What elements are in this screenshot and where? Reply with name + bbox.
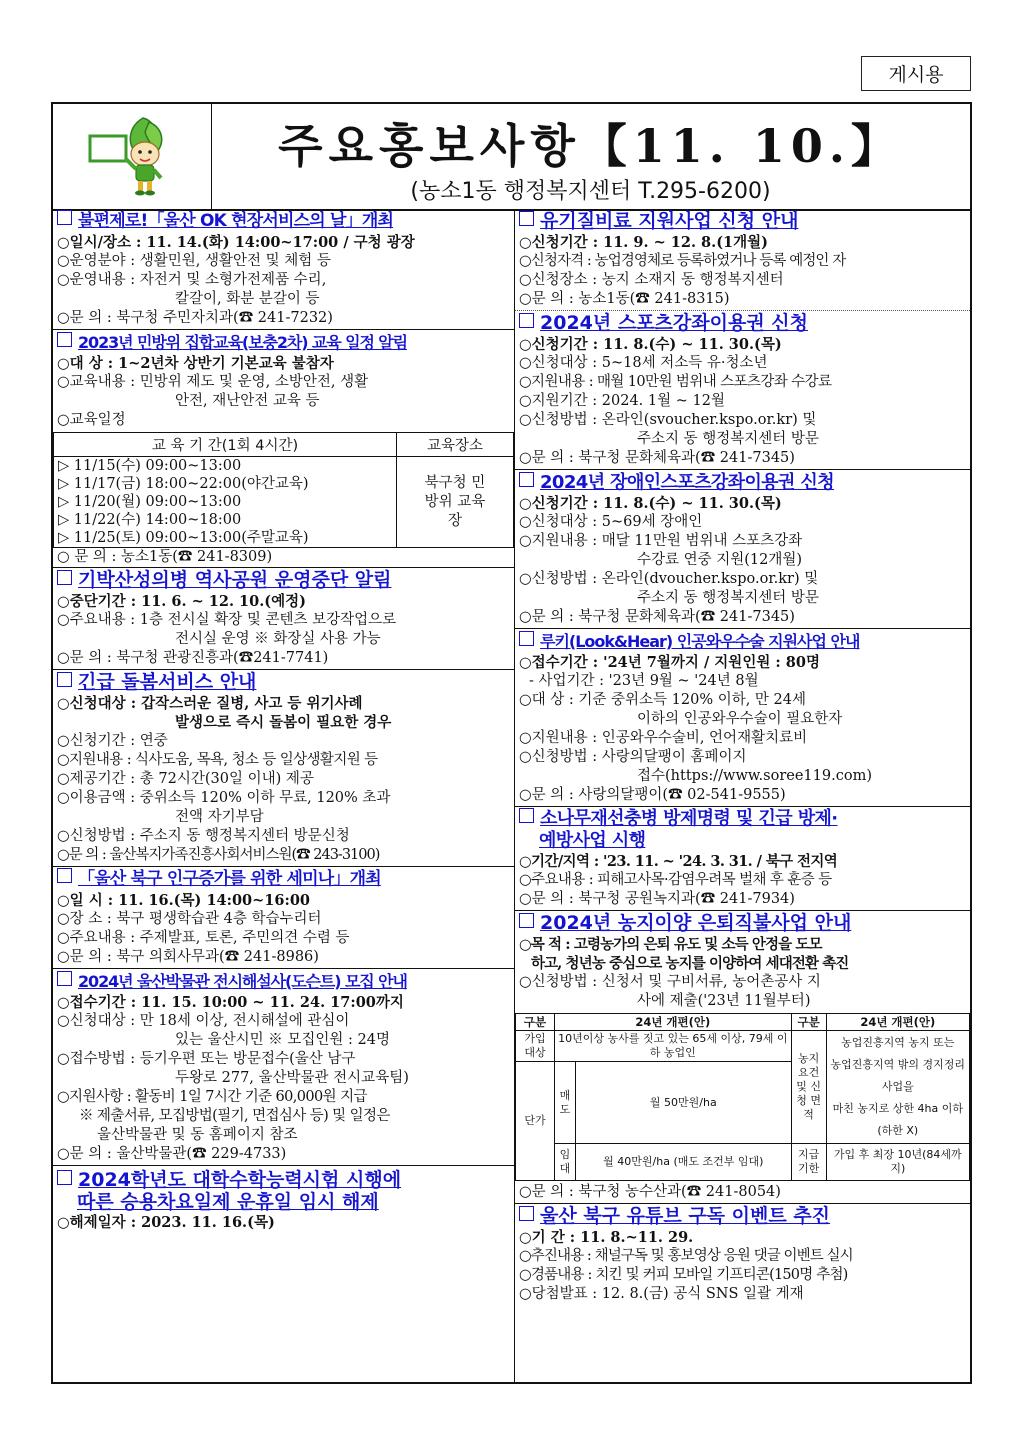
left-column — [53, 209, 515, 1382]
info-line: ○신청방법 : 온라인(svoucher.kspo.or.kr) 및 — [519, 412, 817, 428]
section-title: 2024년 울산박물관 전시해설사(도슨트) 모집 안내 — [57, 970, 511, 993]
info-line: ○지원내용 : 매월 10만원 범위내 스포츠강좌 수강료 — [519, 374, 832, 390]
checkbox-icon — [519, 1206, 534, 1221]
info-line: ○신청방법 : 사랑의달팽이 홈페이지 — [519, 749, 747, 765]
checkbox-icon — [57, 672, 72, 687]
contact-line: ○문 의 : 울산복지가족진흥사회서비스원(☎ 243-3100) — [57, 847, 380, 863]
table-header: 24년 개편(안) — [555, 1014, 792, 1031]
table-cell: 지급 기한 — [791, 1144, 826, 1181]
table-header: 24년 개편(안) — [826, 1014, 969, 1031]
section-title: 유기질비료 지원사업 신청 안내 — [519, 210, 967, 233]
cell-line: 마친 농지로 상한 4ha 이하 — [832, 1102, 963, 1115]
info-line: ○지원내용 : 인공와우수술비, 언어재활치료비 — [519, 730, 808, 746]
info-line: 발생으로 즉시 돌봄이 필요한 경우 — [175, 714, 392, 731]
info-line: 두왕로 277, 울산박물관 전시교육팀) — [175, 1070, 409, 1086]
table-cell: 월 50만원/ha — [576, 1062, 792, 1144]
section-title: 불편제로!「울산 OK 현장서비스의 날」개최 — [57, 210, 511, 233]
info-line: ○신청방법 : 신청서 및 구비서류, 농어촌공사 지 — [519, 974, 821, 990]
info-line: 이하의 인공와우수술이 필요한자 — [637, 711, 843, 727]
schedule-item: ▷ 11/17(금) 18:00~22:00(야간교육) — [58, 476, 309, 492]
info-line: ○신청방법 : 주소지 동 행정복지센터 방문신청 — [57, 828, 350, 844]
info-line: ○주요내용 : 피해고사목·감염우려목 벌채 후 훈증 등 — [519, 872, 832, 888]
info-line: ○당첨발표 : 12. 8.(금) 공식 SNS 일괄 게재 — [519, 1286, 804, 1302]
section-title: 2024년 스포츠강좌이용권 신청 — [519, 312, 967, 335]
table-cell: 가입 대상 — [516, 1031, 555, 1062]
table-cell: 단가 — [516, 1062, 555, 1181]
info-line: ○제공기간 : 총 72시간(30일 이내) 제공 — [57, 771, 314, 787]
info-line: ※ 제출서류, 모집방법(필기, 면접심사 등) 및 일정은 — [79, 1108, 390, 1124]
table-header: 구분 — [791, 1014, 826, 1031]
checkbox-icon — [57, 570, 72, 585]
schedule-item: ▷ 11/20(월) 09:00~13:00 — [58, 494, 242, 510]
notice-ok-service-day — [53, 209, 514, 330]
info-line: ○운영내용 : 자전거 및 소형가전제품 수리, — [57, 272, 327, 288]
checkbox-icon — [57, 210, 72, 225]
table-cell: 임대 — [555, 1144, 576, 1181]
info-line: 울산박물관 및 동 홈페이지 참조 — [97, 1127, 298, 1143]
section-title: 2024학년도 대학수학능력시험 시행에 따른 승용차요일제 운휴일 임시 해제 — [57, 1167, 511, 1213]
info-line: ○지원기간 : 2024. 1월 ~ 12월 — [519, 393, 725, 409]
notice-population-seminar — [53, 867, 514, 969]
bulletin-frame — [51, 102, 972, 1384]
info-line: ○목 적 : 고령농가의 은퇴 유도 및 소득 안정을 도모 — [519, 936, 822, 953]
info-line: ○신청자격 : 농업경영체로 등록하였거나 등록 예정인 자 — [519, 253, 846, 269]
contact-line: ○문 의 : 북구청 문화체육과(☎ 241-7345) — [519, 450, 795, 466]
info-line: ○접수방법 : 등기우편 또는 방문접수(울산 남구 — [57, 1051, 356, 1067]
info-line: 전액 자기부담 — [175, 809, 264, 825]
notice-museum-docent — [53, 969, 514, 1166]
table-cell: 매도 — [555, 1062, 576, 1144]
page-title: 주요홍보사항【11. 10.】 — [278, 119, 903, 173]
info-line: ○일 시 : 11. 16.(목) 14:00~16:00 — [57, 892, 311, 909]
info-line: ○경품내용 : 치킨 및 커피 모바일 기프티콘(150명 추첨) — [519, 1267, 848, 1283]
green-leaf-mascot-icon — [53, 104, 211, 209]
checkbox-icon — [519, 313, 534, 328]
cell-line: 농업진흥지역 밖의 경지정리사업을 — [830, 1058, 966, 1093]
info-line: ○신청장소 : 농지 소재지 동 행정복지센터 — [519, 272, 784, 288]
contact-line: ○문 의 : 북구청 주민자치과(☎ 241-7232) — [57, 310, 333, 326]
education-schedule-table — [53, 432, 514, 548]
notice-farmland-retirement — [515, 911, 970, 1204]
info-line: ○대 상 : 1~2년차 상반기 기본교육 불참자 — [57, 355, 334, 372]
info-line: 접수(https://www.soree119.com) — [637, 768, 872, 784]
section-title: 2024년 장애인스포츠강좌이용권 신청 — [519, 471, 967, 494]
section-title: 울산 북구 유튜브 구독 이벤트 추진 — [519, 1205, 967, 1228]
info-line: 전시실 운영 ※ 화장실 사용 가능 — [175, 631, 381, 647]
table-cell: 10년이상 농사를 짓고 있는 65세 이상, 79세 이하 농업인 — [555, 1031, 792, 1062]
info-line: ○이용금액 : 중위소득 120% 이하 무료, 120% 초과 — [57, 790, 391, 806]
cell-line: 농업진흥지역 농지 또는 — [841, 1036, 955, 1049]
schedule-item: ▷ 11/22(수) 14:00~18:00 — [58, 512, 242, 528]
table-cell — [826, 1031, 969, 1144]
contact-line: ○문 의 : 울산박물관(☎ 229-4733) — [57, 1146, 287, 1162]
notice-disabled-sports-voucher — [515, 470, 970, 629]
info-line: 하고, 청년농 중심으로 농지를 이양하여 세대전환 촉진 — [531, 955, 849, 972]
info-line: ○운영분야 : 생활민원, 생활안전 및 체험 등 — [57, 253, 331, 269]
info-line: ○접수기간 : '24년 7월까지 / 지원인원 : 80명 — [519, 654, 820, 671]
checkbox-icon — [57, 868, 72, 883]
info-line: ○일시/장소 : 11. 14.(화) 14:00~17:00 / 구청 광장 — [57, 234, 415, 251]
section-title: 루키(Look&Hear) 인공와우수술 지원사업 안내 — [519, 630, 967, 653]
section-title: 긴급 돌봄서비스 안내 — [57, 671, 511, 694]
info-line: ○신청방법 : 온라인(dvoucher.kspo.or.kr) 및 — [519, 571, 819, 587]
place-cell: 북구청 민방위 교육장 — [397, 457, 514, 548]
right-column — [515, 209, 970, 1382]
logo-cell — [53, 104, 212, 209]
checkbox-icon — [519, 631, 534, 646]
notice-organic-fertilizer — [515, 209, 970, 311]
notice-sports-voucher — [515, 311, 970, 470]
info-line: ○기간/지역 : '23. 11. ~ '24. 3. 31. / 북구 전지역 — [519, 853, 838, 870]
info-line: ○신청기간 : 연중 — [57, 733, 168, 749]
table-cell: 농지 요건 및 신청 면적 — [791, 1031, 826, 1144]
table-header: 교육장소 — [397, 433, 514, 457]
table-header: 구분 — [516, 1014, 555, 1031]
info-line: ○주요내용 : 주제발표, 토론, 주민의견 수렴 등 — [57, 930, 350, 946]
info-line: ○지원사항 : 활동비 1일 7시간 기준 60,000원 지급 — [57, 1089, 367, 1105]
table-cell: 월 40만원/ha (매도 조건부 임대) — [576, 1144, 792, 1181]
post-tag: 게시용 — [861, 56, 971, 91]
notice-csat-car-rule — [53, 1166, 514, 1233]
info-line: ○기 간 : 11. 8.~11. 29. — [519, 1229, 694, 1246]
info-line: ○신청기간 : 11. 8.(수) ~ 11. 30.(목) — [519, 336, 782, 353]
schedule-item: ▷ 11/15(수) 09:00~13:00 — [58, 458, 242, 474]
contact-line: ○문 의 : 북구청 문화체육과(☎ 241-7345) — [519, 609, 795, 625]
farmland-table — [515, 1013, 970, 1181]
info-line: ○신청대상 : 갑작스러운 질병, 사고 등 위기사례 — [57, 695, 363, 712]
info-line: ○신청대상 : 5~69세 장애인 — [519, 514, 703, 530]
info-line: ○장 소 : 북구 평생학습관 4층 학습누리터 — [57, 911, 322, 927]
checkbox-icon — [519, 472, 534, 487]
section-title: 기박산성의병 역사공원 운영중단 알림 — [57, 569, 511, 592]
contact-line: ○문 의 : 농소1동(☎ 241-8315) — [519, 291, 730, 307]
notice-gibak-park — [53, 568, 514, 670]
contact-line: ○문 의 : 북구청 공원녹지과(☎ 241-7934) — [519, 891, 795, 907]
checkbox-icon — [519, 913, 534, 928]
info-line: 사에 제출('23년 11월부터) — [637, 993, 811, 1009]
info-line: ○신청대상 : 5~18세 저소득 유·청소년 — [519, 355, 768, 371]
info-line: ○지원내용 : 매달 11만원 범위내 스포츠강좌 — [519, 533, 803, 549]
info-line: 칼갈이, 화분 분갈이 등 — [175, 291, 320, 307]
info-line: ○교육일정 — [57, 412, 126, 428]
info-line: ○지원내용 : 식사도움, 목욕, 청소 등 일상생활지원 등 — [57, 752, 378, 768]
notice-cochlear-implant — [515, 629, 970, 807]
info-line: ○신청대상 : 만 18세 이상, 전시해설에 관심이 — [57, 1013, 350, 1029]
checkbox-icon — [57, 332, 72, 347]
info-line: ○추진내용 : 채널구독 및 홍보영상 응원 댓글 이벤트 실시 — [519, 1248, 853, 1264]
page-subtitle: (농소1동 행정복지센터 T.295-6200) — [410, 179, 771, 204]
section-title: 「울산 북구 인구증가를 위한 세미나」개최 — [57, 868, 511, 891]
info-line: ○신청기간 : 11. 9. ~ 12. 8.(1개월) — [519, 234, 769, 251]
info-line: ○신청기간 : 11. 8.(수) ~ 11. 30.(목) — [519, 495, 782, 512]
contact-line: ○문 의 : 북구청 관광진흥과(☎241-7741) — [57, 650, 329, 666]
cell-line: (하한 X) — [877, 1124, 919, 1137]
contact-line: ○문 의 : 북구 의회사무과(☎ 241-8986) — [57, 949, 319, 965]
info-line: 안전, 재난안전 교육 등 — [175, 393, 320, 409]
notice-pine-wilt — [515, 807, 970, 911]
header — [53, 104, 970, 211]
section-title: 2024년 농지이양 은퇴직불사업 안내 — [519, 912, 967, 935]
notice-emergency-care — [53, 670, 514, 867]
table-header: 교 육 기 간(1회 4시간) — [54, 433, 397, 457]
schedule-cell — [54, 457, 397, 548]
info-line: ○해제일자 : 2023. 11. 16.(목) — [57, 1214, 275, 1231]
info-line: 주소지 동 행정복지센터 방문 — [637, 590, 819, 606]
contact-line: ○문 의 : 사랑의달팽이(☎ 02-541-9555) — [519, 787, 786, 803]
section-title: 소나무재선충병 방제명령 및 긴급 방제· 예방사업 시행 — [519, 808, 967, 852]
info-line: ○중단기간 : 11. 6. ~ 12. 10.(예정) — [57, 593, 307, 610]
notice-youtube-event — [515, 1204, 970, 1305]
section-title: 2023년 민방위 집합교육(보충2차) 교육 일정 알림 — [57, 331, 511, 354]
checkbox-icon — [519, 808, 534, 823]
contact-line: ○ 문 의 : 농소1동(☎ 241-8309) — [57, 549, 273, 565]
checkbox-icon — [519, 211, 534, 226]
info-line: 있는 울산시민 ※ 모집인원 : 24명 — [175, 1032, 390, 1048]
info-line: - 사업기간 : '23년 9월 ~ '24년 8월 — [529, 673, 759, 689]
info-line: 수강료 연중 지원(12개월) — [637, 552, 803, 568]
info-line: ○주요내용 : 1층 전시실 확장 및 콘텐츠 보강작업으로 — [57, 612, 397, 628]
info-line: ○교육내용 : 민방위 제도 및 운영, 소방안전, 생활 — [57, 374, 369, 390]
contact-line: ○문 의 : 북구청 농수산과(☎ 241-8054) — [519, 1184, 781, 1200]
checkbox-icon — [57, 971, 72, 986]
schedule-item: ▷ 11/25(토) 09:00~13:00(주말교육) — [58, 530, 309, 546]
info-line: ○대 상 : 기준 중위소득 120% 이하, 만 24세 — [519, 692, 807, 708]
info-line: 주소지 동 행정복지센터 방문 — [637, 431, 819, 447]
notice-civil-defense — [53, 330, 514, 568]
checkbox-icon — [57, 1170, 72, 1185]
info-line: ○접수기간 : 11. 15. 10:00 ~ 11. 24. 17:00까지 — [57, 994, 404, 1011]
table-cell: 가입 후 최장 10년(84세까지) — [826, 1144, 969, 1181]
